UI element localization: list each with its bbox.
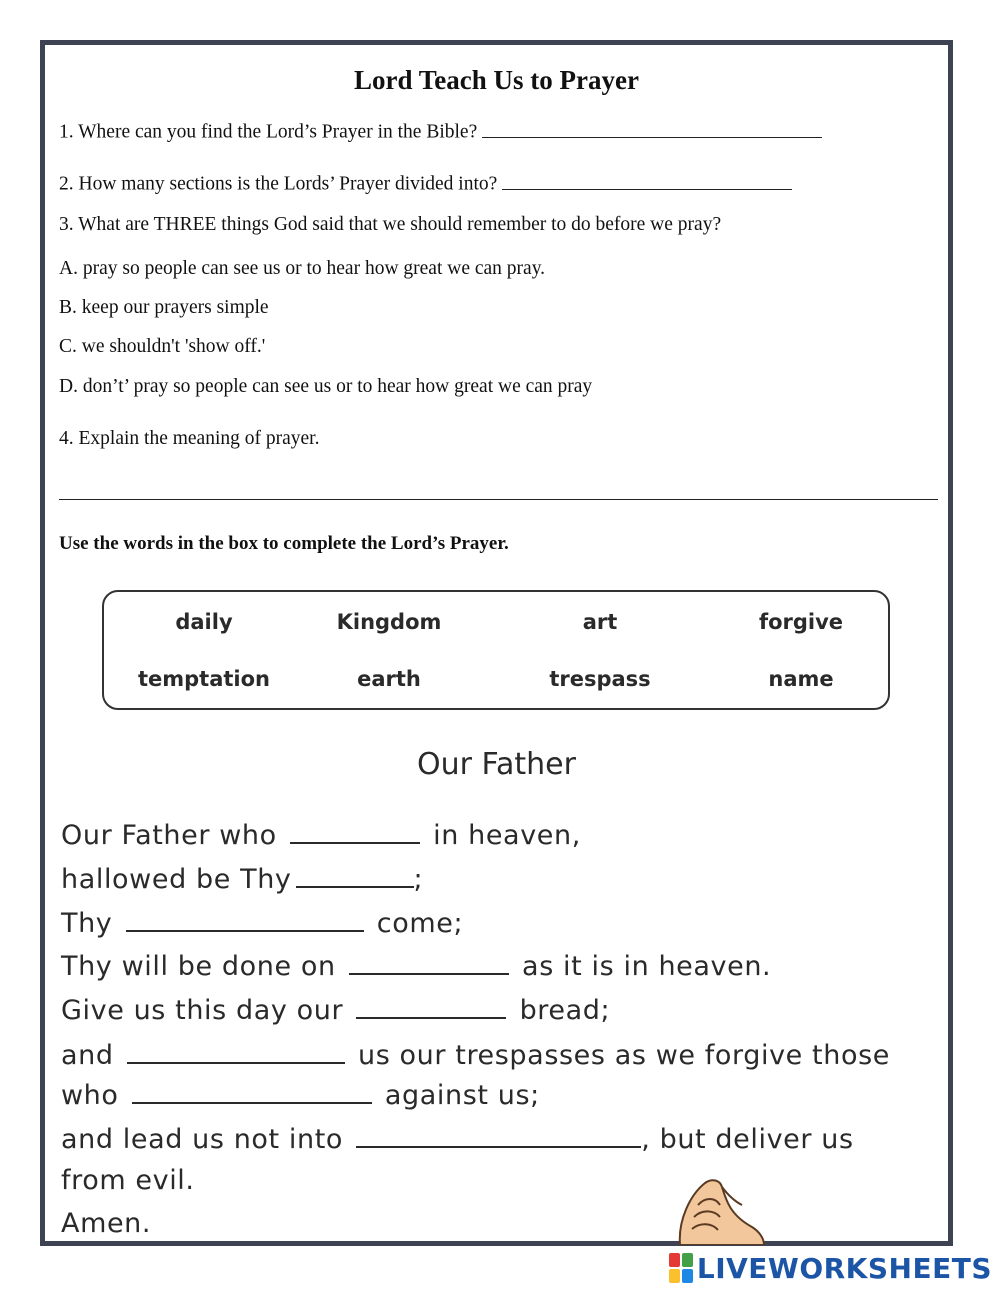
prayer-blank-8[interactable]	[356, 1124, 641, 1148]
logo-text: LIVEWORKSHEETS	[696, 1251, 992, 1285]
prayer-blank-5[interactable]	[356, 995, 506, 1019]
option-d[interactable]: D. don’t’ pray so people can see us or to hear how great we can pray	[59, 376, 593, 397]
prayer-line-4: Thy will be done on as it is in heaven.	[61, 951, 772, 982]
option-a[interactable]: A. pray so people can see us or to hear how great we can pray.	[59, 258, 546, 279]
prayer-line-10: Amen.	[61, 1208, 152, 1239]
option-b[interactable]: B. keep our prayers simple	[59, 297, 269, 318]
question-2: 2. How many sections is the Lords’ Prayer divided into?	[59, 169, 792, 196]
prayer-line-1: Our Father who in heaven,	[61, 820, 581, 851]
prayer-line-9: from evil.	[61, 1165, 195, 1196]
prayer-line-8: and lead us not into , but deliver us	[61, 1124, 854, 1155]
word-forgive[interactable]: forgive	[758, 610, 844, 634]
worksheet-title: Lord Teach Us to Prayer	[354, 65, 639, 95]
question-4: 4. Explain the meaning of prayer.	[59, 428, 320, 449]
question-3: 3. What are THREE things God said that we should remember to do before we pray?	[59, 214, 722, 235]
word-kingdom[interactable]: Kingdom	[336, 610, 442, 634]
prayer-blank-6[interactable]	[127, 1040, 345, 1064]
liveworksheets-logo[interactable]	[669, 1250, 992, 1286]
prayer-blank-1[interactable]	[290, 820, 420, 844]
answer-line-4[interactable]	[59, 499, 938, 500]
word-name[interactable]: name	[768, 667, 834, 691]
word-temptation[interactable]: temptation	[137, 667, 271, 691]
worksheet-frame	[40, 40, 953, 1246]
prayer-line-5: Give us this day our bread;	[61, 995, 611, 1026]
word-earth[interactable]: earth	[357, 667, 421, 691]
answer-blank-2[interactable]	[502, 169, 792, 190]
prayer-blank-2[interactable]	[296, 864, 414, 888]
word-bank	[102, 590, 890, 710]
logo-mark-icon	[669, 1253, 693, 1283]
instruction: Use the words in the box to complete the Lord’s Prayer.	[59, 533, 509, 554]
word-art[interactable]: art	[582, 610, 618, 634]
prayer-blank-3[interactable]	[126, 908, 364, 932]
option-c[interactable]: C. we shouldn't 'show off.'	[59, 336, 266, 357]
prayer-line-6: and us our trespasses as we forgive those	[61, 1040, 890, 1071]
answer-blank-1[interactable]	[482, 117, 822, 138]
word-daily[interactable]: daily	[175, 610, 233, 634]
prayer-blank-7[interactable]	[132, 1080, 372, 1104]
prayer-blank-4[interactable]	[349, 951, 509, 975]
prayer-line-3: Thy come;	[61, 908, 464, 939]
prayer-line-7: who against us;	[61, 1080, 540, 1111]
word-trespass[interactable]: trespass	[549, 667, 651, 691]
prayer-title: Our Father	[417, 747, 576, 782]
prayer-line-2: hallowed be Thy ;	[61, 864, 424, 895]
praying-hands-icon	[660, 1175, 770, 1245]
question-1: 1. Where can you find the Lord’s Prayer in the Bible?	[59, 117, 822, 144]
